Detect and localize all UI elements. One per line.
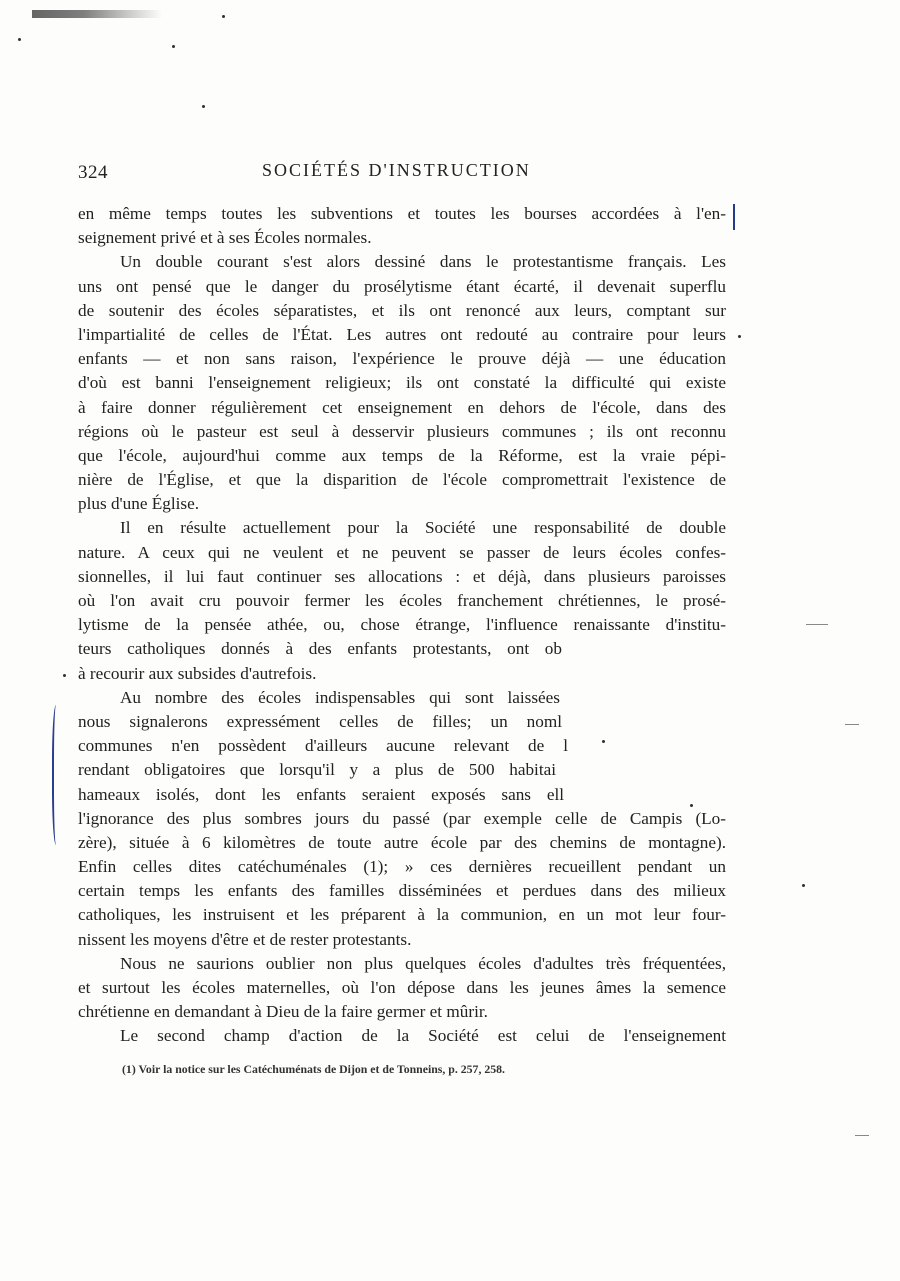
- text-line: enfants — et non sans raison, l'expérience le prouve déjà — une éducation: [78, 349, 726, 369]
- text-line: certain temps les enfants des familles disséminées et perdues dans des milieux: [78, 881, 726, 901]
- scan-dash: [806, 624, 828, 625]
- scan-dash: [845, 724, 859, 725]
- text-line: rendant obligatoires que lorsqu'il y a plus de 500 habitai: [78, 760, 556, 780]
- text-line: Un double courant s'est alors dessiné dans le protestantisme français. Les: [120, 252, 726, 272]
- text-line: plus d'une Église.: [78, 494, 200, 514]
- scan-speck: [18, 38, 21, 41]
- page-number: 324: [78, 162, 108, 183]
- text-line: seignement privé et à ses Écoles normales.: [78, 228, 372, 248]
- text-line: régions où le pasteur est seul à desservir plusieurs communes ; ils ont reconnu: [78, 421, 726, 441]
- text-line: l'ignorance des plus sombres jours du passé (par exemple celle de Campis (Lo-: [78, 808, 726, 828]
- scan-speck: [802, 884, 805, 887]
- text-line: et surtout les écoles maternelles, où l'on dépose dans les jeunes âmes la semence: [78, 978, 726, 997]
- text-line: sionnelles, il lui faut continuer ses allocations : et déjà, dans plusieurs paroisses: [78, 566, 726, 586]
- body-text: [78, 202, 726, 1049]
- text-line: à recourir aux subsides d'autrefois.: [78, 663, 317, 683]
- text-line: Il en résulte actuellement pour la Société une responsabilité de double: [120, 518, 726, 538]
- text-line: nature. A ceux qui ne veulent et ne peuvent se passer de leurs écoles confes-: [78, 542, 726, 562]
- text-line: d'où est banni l'enseignement religieux; ils ont constaté la difficulté qui existe: [78, 373, 726, 393]
- scan-speck: [63, 674, 66, 677]
- text-line: où l'on avait cru pouvoir fermer les écoles franchement chrétiennes, le prosé-: [78, 591, 726, 610]
- text-line: à faire donner régulièrement cet enseignement en dehors de l'école, dans des: [78, 397, 726, 417]
- text-line: de soutenir des écoles séparatistes, et ils ont renoncé aux leurs, comptant sur: [78, 300, 726, 320]
- scan-artifact-top: [32, 10, 162, 18]
- scan-dash: [855, 1135, 869, 1136]
- text-line: chrétienne en demandant à Dieu de la faire germer et mûrir.: [78, 1002, 488, 1022]
- text-line: nous signalerons expressément celles de filles; un noml: [78, 711, 562, 731]
- text-line: l'impartialité de celles de l'État. Les autres ont redouté au contraire pour leurs: [78, 324, 726, 344]
- text-line: Au nombre des écoles indispensables qui sont laissées: [120, 687, 560, 707]
- text-line: uns ont pensé que le danger du prosélytisme étant écarté, il devenait superflu: [78, 276, 726, 296]
- pen-margin-mark: [733, 204, 735, 230]
- text-line: lytisme de la pensée athée, ou, chose étrange, l'influence renaissante d'institu-: [78, 615, 726, 635]
- text-line: zère), située à 6 kilomètres de toute autre école par des chemins de montagne).: [78, 832, 726, 852]
- scan-speck: [222, 15, 225, 18]
- running-title: SOCIÉTÉS D'INSTRUCTION: [262, 160, 531, 180]
- text-line: catholiques, les instruisent et les préparent à la communion, en un mot leur four-: [78, 905, 726, 925]
- pen-margin-bracket: [52, 705, 62, 845]
- text-line: nière de l'Église, et que la disparition de l'école compromettrait l'existence de: [78, 470, 726, 490]
- text-line: teurs catholiques donnés à des enfants protestants, ont ob: [78, 639, 562, 659]
- text-line: Le second champ d'action de la Société est celui de l'enseignement: [120, 1026, 726, 1046]
- footnote: (1) Voir la notice sur les Catéchuménats de Dijon et de Tonneins, p. 257, 258.: [122, 1062, 505, 1076]
- page-header: [78, 160, 728, 186]
- scan-speck: [172, 45, 175, 48]
- text-line: hameaux isolés, dont les enfants seraient exposés sans ell: [78, 784, 564, 804]
- text-line: Enfin celles dites catéchuménales (1); » ces dernières recueillent pendant un: [78, 857, 726, 877]
- text-line: en même temps toutes les subventions et toutes les bourses accordées à l'en-: [78, 204, 726, 223]
- text-line: Nous ne saurions oublier non plus quelques écoles d'adultes très fréquentées,: [120, 953, 726, 973]
- text-line: communes n'en possèdent d'ailleurs aucune relevant de l: [78, 736, 568, 756]
- scan-speck: [738, 335, 741, 338]
- scan-speck: [202, 105, 205, 108]
- text-line: nissent les moyens d'être et de rester protestants.: [78, 929, 412, 949]
- text-line: que l'école, aujourd'hui comme aux temps de la Réforme, est la vraie pépi-: [78, 445, 726, 465]
